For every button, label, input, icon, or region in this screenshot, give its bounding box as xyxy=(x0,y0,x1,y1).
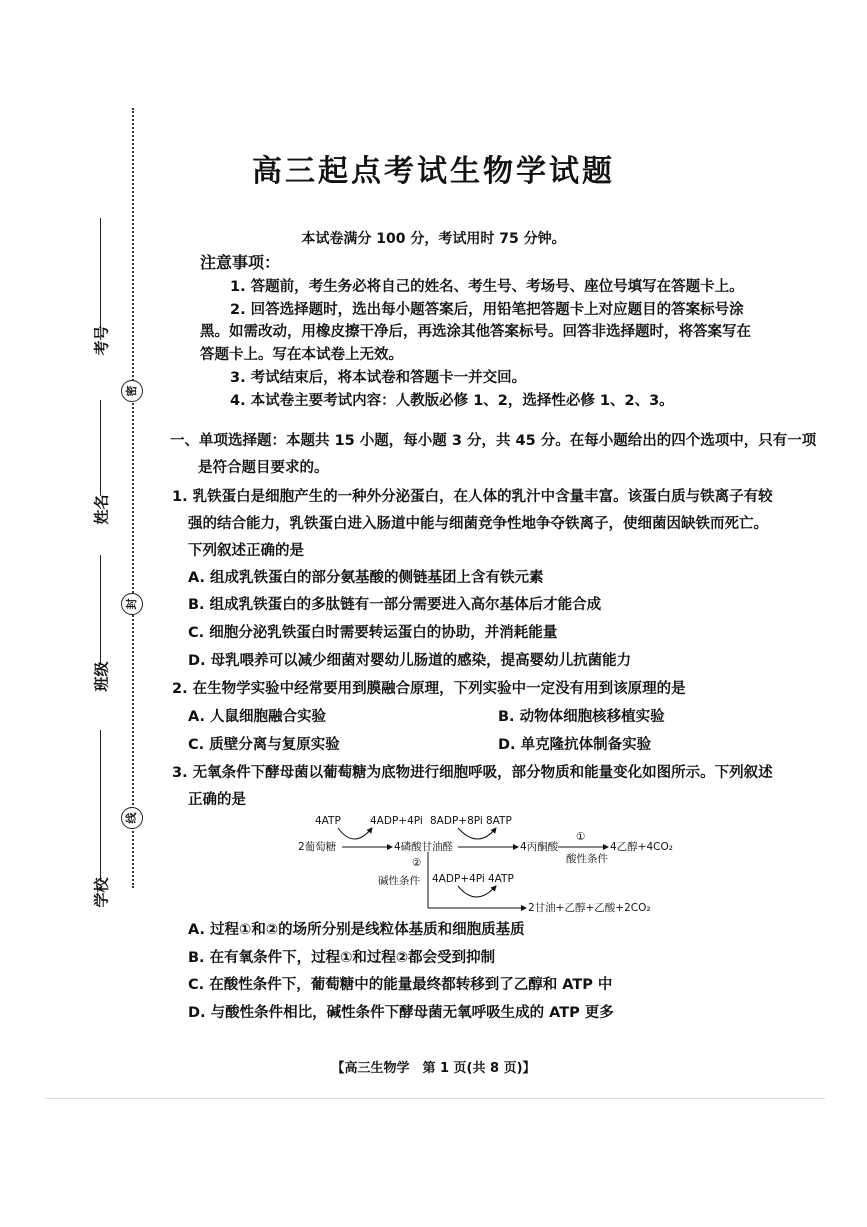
notice-line: 2. 回答选择题时，选出每小题答案后，用铅笔把答题卡上对应题目的答案标号涂 xyxy=(230,302,744,318)
q1-option-b: B. 组成乳铁蛋白的多肽链有一部分需要进入高尔基体后才能合成 xyxy=(188,597,602,613)
adp-out-label: 4ADP+4Pi xyxy=(370,815,423,827)
q1-option-c: C. 细胞分泌乳铁蛋白时需要转运蛋白的协助，并消耗能量 xyxy=(188,625,558,641)
adp-in2-label: 4ADP+4Pi xyxy=(432,873,485,885)
exam-number-label: 考号 xyxy=(92,325,111,356)
step-1-marker: ① xyxy=(576,831,586,843)
q2-option-b: B. 动物体细胞核移植实验 xyxy=(498,709,665,725)
pyruvate-label: 4丙酮酸 xyxy=(520,841,559,853)
page-footer: 【高三生物学 第 1 页(共 8 页)】 xyxy=(331,1061,536,1076)
page-divider xyxy=(45,1098,825,1099)
q1-option-d: D. 母乳喂养可以减少细菌对婴幼儿肠道的感染，提高婴幼儿抗菌能力 xyxy=(188,653,632,669)
seal-mark-feng: 封 xyxy=(121,593,143,615)
atp-out-label: 8ATP xyxy=(486,815,512,827)
notice-heading: 注意事项： xyxy=(200,253,281,272)
q1-stem: 下列叙述正确的是 xyxy=(188,543,304,559)
page-title: 高三起点考试生物学试题 xyxy=(252,154,615,189)
atp-out2-label: 4ATP xyxy=(488,873,514,885)
exam-info: 本试卷满分 100 分，考试用时 75 分钟。 xyxy=(301,231,566,247)
school-blank[interactable] xyxy=(100,730,101,880)
respiration-diagram xyxy=(290,812,690,916)
adp-in-label: 8ADP+8Pi xyxy=(430,815,483,827)
notice-line: 答题卡上。写在本试卷上无效。 xyxy=(200,347,403,363)
seal-mark-xian: 线 xyxy=(121,807,143,829)
q1-stem: 强的结合能力，乳铁蛋白进入肠道中能与细菌竞争性地争夺铁离子，使细菌因缺铁而死亡。 xyxy=(188,516,768,532)
class-label: 班级 xyxy=(92,661,111,692)
section-heading-cont: 是符合题目要求的。 xyxy=(198,460,329,476)
q1-stem: 1. 乳铁蛋白是细胞产生的一种外分泌蛋白，在人体的乳汁中含量丰富。该蛋白质与铁离子有较 xyxy=(172,489,773,505)
g3p-label: 4磷酸甘油醛 xyxy=(394,841,454,853)
name-blank[interactable] xyxy=(100,400,101,496)
q3-option-d: D. 与酸性条件相比，碱性条件下酵母菌无氧呼吸生成的 ATP 更多 xyxy=(188,1005,614,1021)
q3-option-b: B. 在有氧条件下，过程①和过程②都会受到抑制 xyxy=(188,950,496,966)
q2-option-d: D. 单克隆抗体制备实验 xyxy=(498,737,652,753)
q2-option-c: C. 质壁分离与复原实验 xyxy=(188,737,340,753)
seal-mark-mi: 密 xyxy=(121,380,143,402)
notice-line: 1. 答题前，考生务必将自己的姓名、考生号、考场号、座位号填写在答题卡上。 xyxy=(230,279,744,295)
section-heading: 一、单项选择题：本题共 15 小题，每小题 3 分，共 45 分。在每小题给出的四个选项中，只有一项 xyxy=(170,433,817,449)
acid-condition-label: 酸性条件 xyxy=(566,853,608,865)
atp-consumption-arrow xyxy=(338,828,372,839)
base-condition-label: 碱性条件 xyxy=(378,875,420,887)
notice-line: 3. 考试结束后，将本试卷和答题卡一并交回。 xyxy=(230,370,527,386)
glucose-label: 2葡萄糖 xyxy=(298,841,337,853)
name-label: 姓名 xyxy=(92,494,111,525)
q2-stem: 2. 在生物学实验中经常要用到膜融合原理，下列实验中一定没有用到该原理的是 xyxy=(172,681,686,697)
school-label: 学校 xyxy=(92,877,111,908)
q3-option-c: C. 在酸性条件下，葡萄糖中的能量最终都转移到了乙醇和 ATP 中 xyxy=(188,977,613,993)
class-blank[interactable] xyxy=(100,555,101,665)
atp-production-arrow-2 xyxy=(458,886,496,897)
step-2-marker: ② xyxy=(412,857,422,869)
q3-stem: 3. 无氧条件下酵母菌以葡萄糖为底物进行细胞呼吸，部分物质和能量变化如图所示。下列叙述 xyxy=(172,765,773,781)
glycerol-product-label: 2甘油+乙醇+乙酸+2CO₂ xyxy=(528,902,651,914)
ethanol-product-label: 4乙醇+4CO₂ xyxy=(610,841,673,853)
binding-dotted-line xyxy=(132,108,134,888)
q1-option-a: A. 组成乳铁蛋白的部分氨基酸的侧链基团上含有铁元素 xyxy=(188,570,544,586)
notice-line: 黑。如需改动，用橡皮擦干净后，再选涂其他答案标号。回答非选择题时，将答案写在 xyxy=(200,324,751,340)
q3-option-a: A. 过程①和②的场所分别是线粒体基质和细胞质基质 xyxy=(188,922,525,938)
atp-in-label: 4ATP xyxy=(315,815,341,827)
atp-production-arrow xyxy=(458,828,496,839)
q3-stem: 正确的是 xyxy=(188,792,246,808)
notice-line: 4. 本试卷主要考试内容：人教版必修 1、2，选择性必修 1、2、3。 xyxy=(230,393,674,409)
q2-option-a: A. 人鼠细胞融合实验 xyxy=(188,709,327,725)
